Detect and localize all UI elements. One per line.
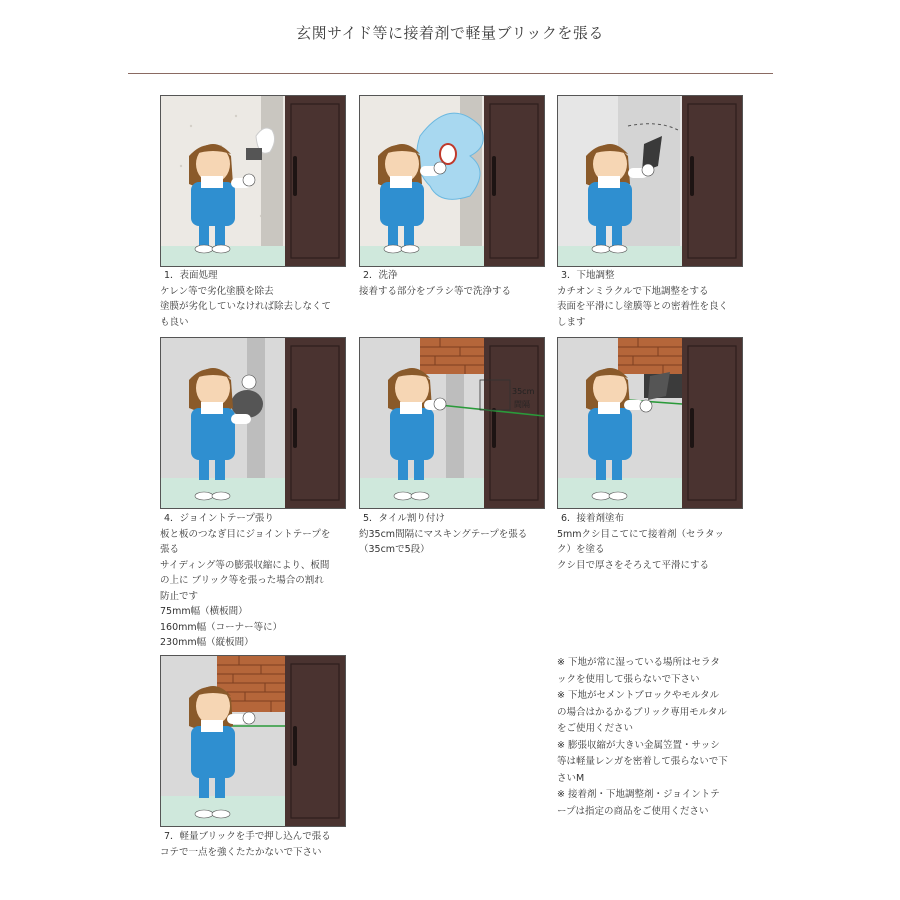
note-line: ※ 下地が常に湿っている場所はセラタ	[557, 657, 720, 668]
step-7-caption	[160, 829, 352, 860]
note-line: の場合はかるかるブリック専用モルタル	[557, 706, 727, 718]
step-6-caption	[557, 511, 749, 573]
step-6-line: クシ目で厚さをそろえて平滑にする	[557, 559, 710, 571]
step-4-line: 張る	[160, 544, 180, 555]
step-2-caption	[359, 268, 551, 299]
step-4-line: の上に ブリック等を張った場合の割れ	[160, 575, 324, 586]
note-line: ※ 接着剤・下地調整剤・ジョイントテ	[557, 789, 720, 800]
spacing-value-label: 35cm	[512, 387, 535, 396]
step-4-caption	[160, 511, 352, 651]
step-1-caption	[160, 268, 352, 330]
step-4-line: 230mm幅（縦板間）	[160, 637, 254, 648]
step-5-line: 約35cm間隔にマスキングテープを張る	[359, 528, 528, 540]
step-6-heading: 6．接着剤塗布	[561, 513, 625, 524]
step-2-heading: 2．洗浄	[363, 270, 398, 281]
step-1-line: 塗膜が劣化していなければ除去しなくて	[160, 301, 332, 312]
step-3-line: します	[557, 316, 586, 328]
illustration-step-1	[160, 95, 346, 267]
illustration-step-5	[359, 337, 545, 509]
illustration-step-4	[160, 337, 346, 509]
step-3-line: 表面を平滑にし塗膜等との密着性を良く	[557, 301, 729, 312]
step-5-heading: 5．タイル割り付け	[363, 513, 445, 524]
note-line: ※ 膨張収縮が大きい金属笠置・サッシ	[557, 739, 720, 751]
step-5-caption	[359, 511, 551, 558]
note-line: 等は軽量レンガを密着して張らないで下	[557, 756, 728, 767]
spacing-text-label: 間隔	[514, 400, 530, 409]
step-4-line: 75mm幅（横板間）	[160, 606, 248, 617]
page-title: 玄関サイド等に接着剤で軽量ブリックを張る	[296, 24, 604, 42]
step-4-line: 防止です	[160, 590, 199, 602]
step-4-line: サイディング等の膨張収縮により、板間	[160, 559, 330, 571]
step-3-heading: 3．下地調整	[561, 270, 615, 281]
step-7-line: コテで一点を強くたたかないで下さい	[160, 846, 322, 858]
note-line: さいM	[557, 772, 585, 784]
step-4-line: 160mm幅（コーナー等に）	[160, 621, 283, 633]
step-3-line: カチオンミラクルで下地調整をする	[557, 285, 709, 297]
illustration-step-7	[160, 655, 346, 827]
step-2-line: 接着する部分をブラシ等で洗浄する	[359, 285, 512, 297]
caution-notes	[557, 655, 757, 820]
step-3-caption	[557, 268, 749, 330]
note-line: をご使用ください	[557, 723, 634, 734]
step-1-line: ケレン等で劣化塗膜を除去	[160, 285, 274, 297]
illustration-step-2	[359, 95, 545, 267]
step-1-line: も良い	[160, 316, 189, 328]
illustration-step-3	[557, 95, 743, 267]
step-1-heading: 1．表面処理	[164, 270, 218, 281]
step-5-line: （35cmで5段）	[359, 544, 430, 555]
note-line: ープは指定の商品をご使用ください	[557, 805, 709, 817]
step-6-line: 5mmクシ目こてにて接着剤（セラタッ	[557, 528, 724, 540]
note-line: ックを使用して張らないで下さい	[557, 673, 700, 685]
step-6-line: ク）を塗る	[557, 544, 605, 555]
title-divider	[128, 73, 773, 74]
step-4-line: 板と板のつなぎ目にジョイントテープを	[160, 528, 331, 540]
step-7-heading: 7．軽量ブリックを手で押し込んで張る	[164, 831, 331, 842]
step-4-heading: 4．ジョイントテープ張り	[164, 513, 274, 524]
note-line: ※ 下地がセメントブロックやモルタル	[557, 690, 720, 701]
illustration-step-6	[557, 337, 743, 509]
